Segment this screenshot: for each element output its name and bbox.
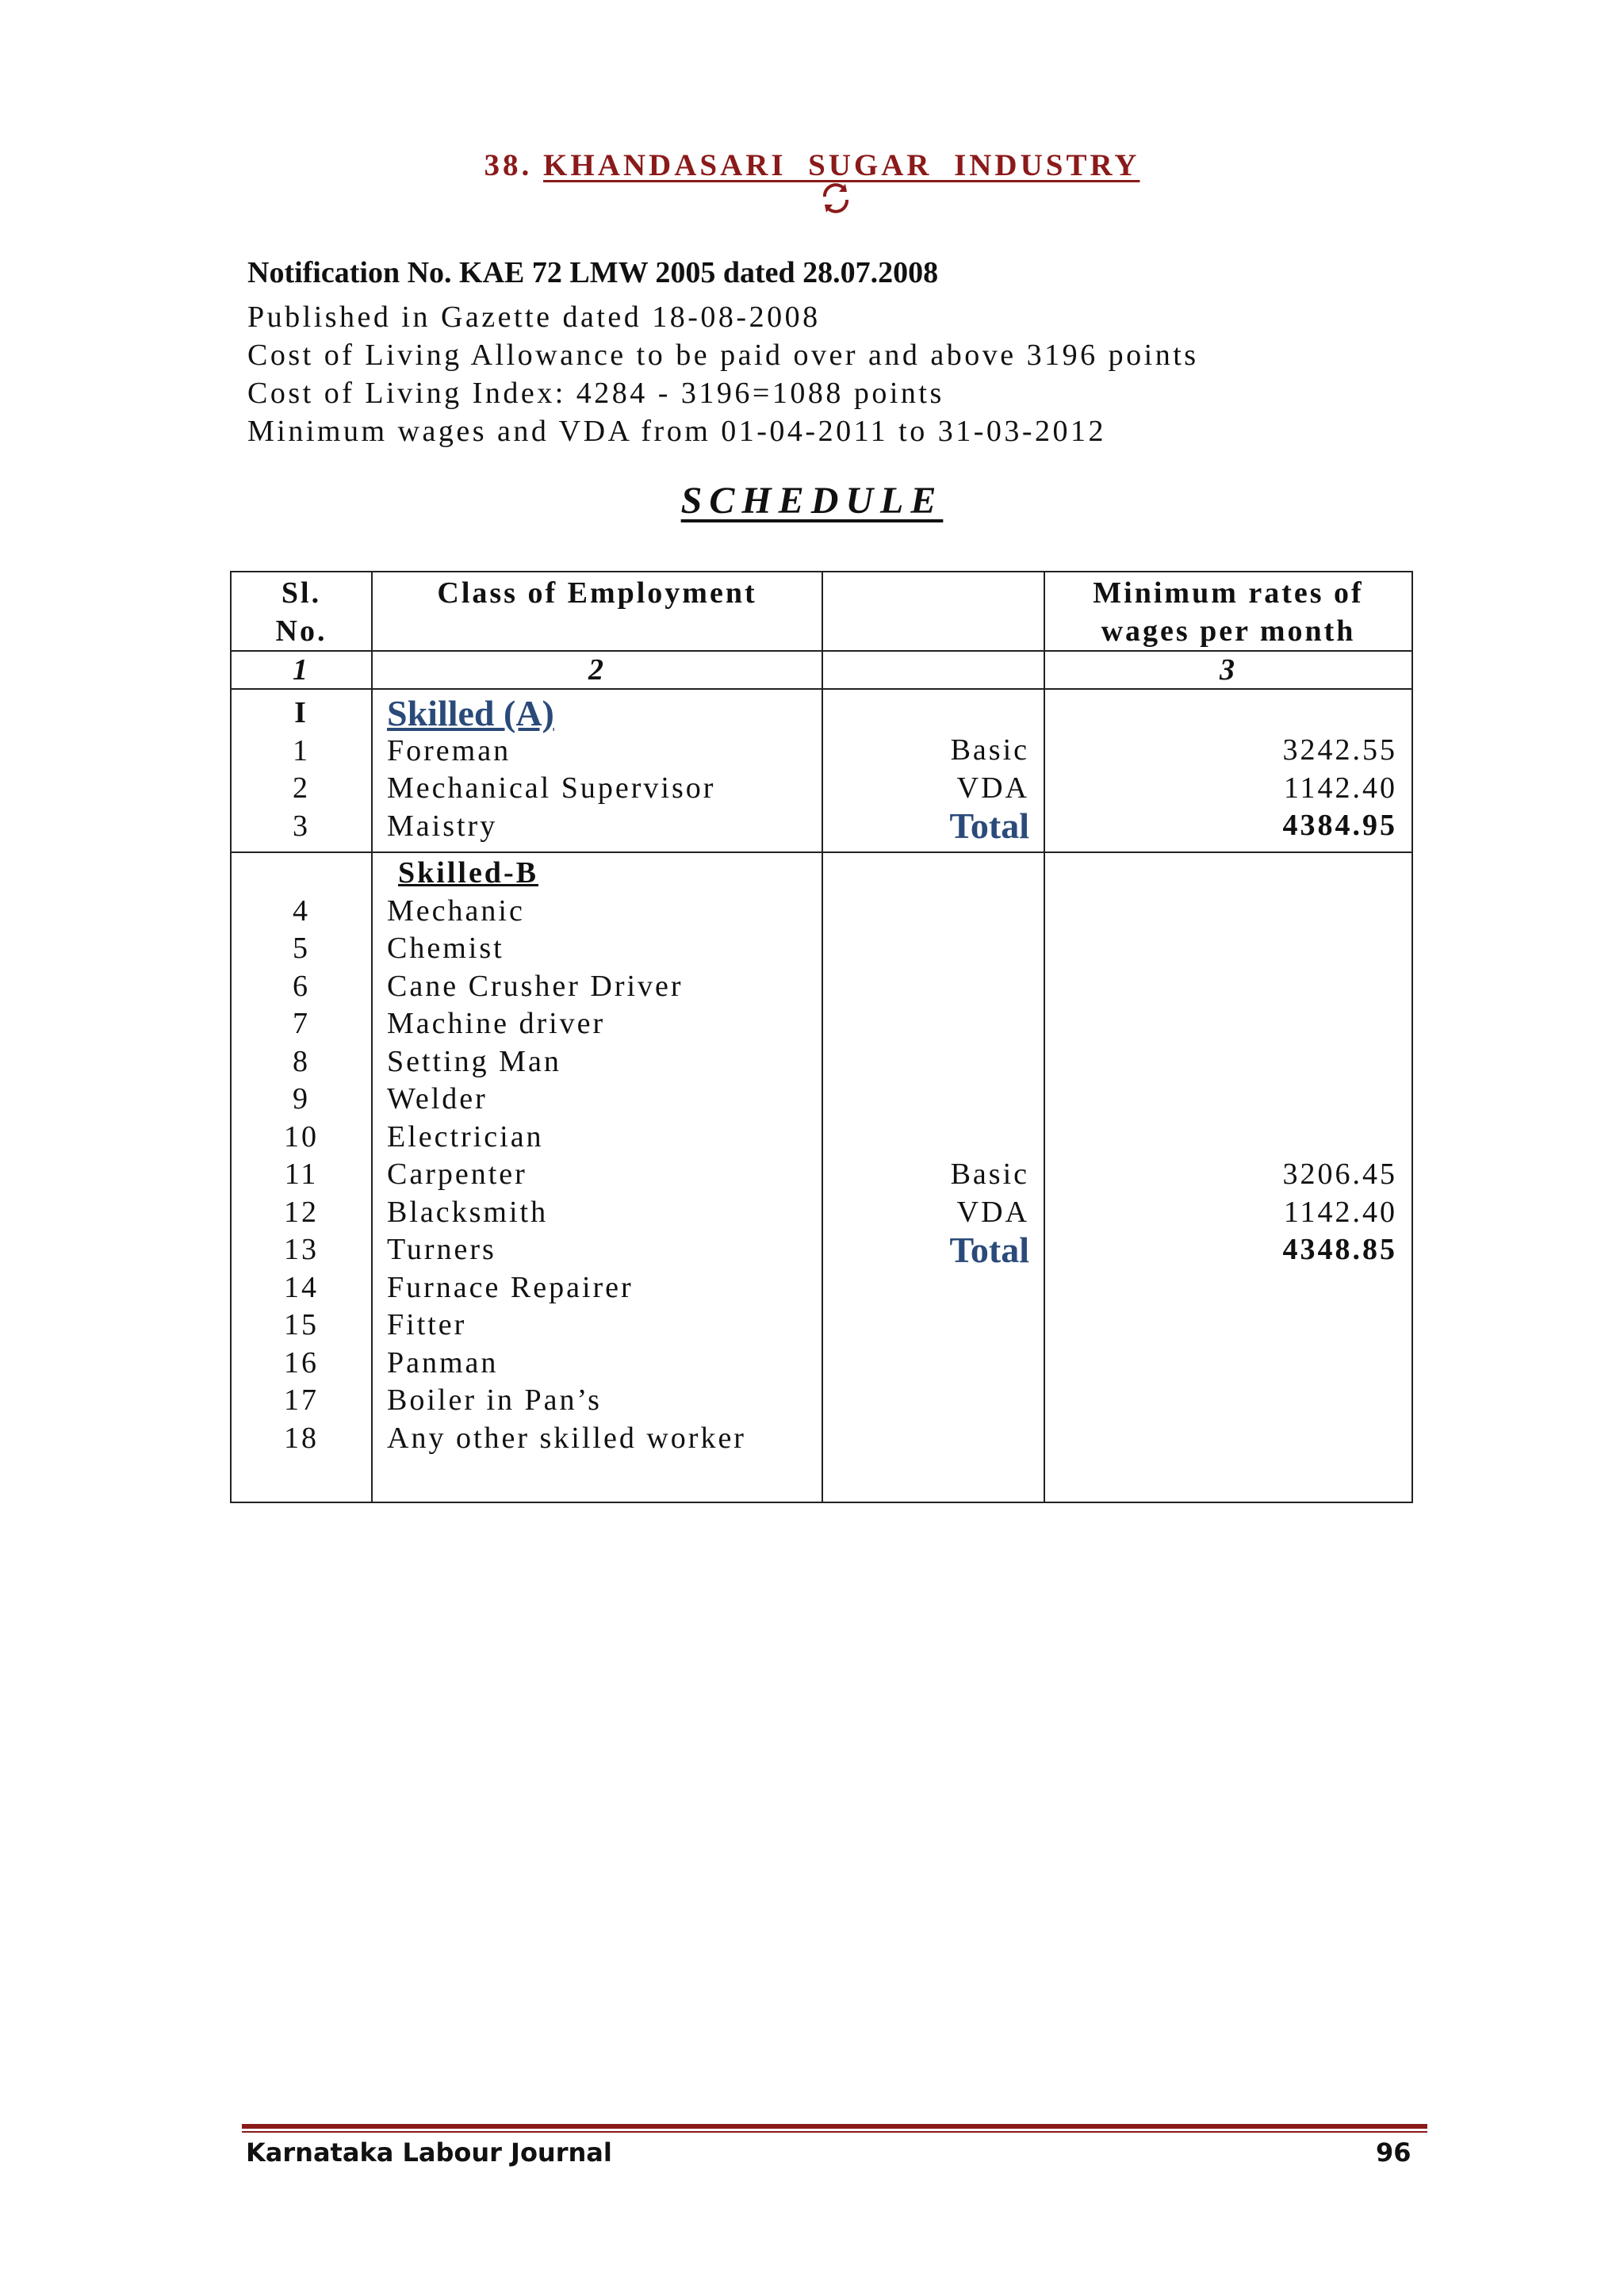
group-a-roman: I <box>294 696 308 729</box>
group-b-item-sl-no: 12 <box>284 1195 319 1229</box>
group-a-basic-label: Basic <box>950 733 1029 767</box>
group-b-item-class-name: Any other skilled worker <box>387 1421 746 1455</box>
group-a-item-class-name: Maistry <box>387 809 498 843</box>
group-b-total-label: Total <box>949 1230 1029 1270</box>
group-b-item-sl-no: 18 <box>284 1421 319 1455</box>
col-index-blank <box>822 651 1044 689</box>
group-b-item-sl-no: 4 <box>293 894 310 928</box>
swirl-ornament-icon <box>817 179 855 217</box>
group-a-item-sl-no: 2 <box>293 771 310 805</box>
col-index-1: 1 <box>231 651 372 689</box>
group-b-item-sl-no: 10 <box>284 1119 319 1154</box>
group-b-item-sl-no: 7 <box>293 1007 310 1040</box>
col-index-3: 3 <box>1044 651 1412 689</box>
group-b-item-sl-no: 9 <box>293 1082 310 1115</box>
group-b-item-sl-no: 13 <box>284 1233 319 1266</box>
footer-journal-name: Karnataka Labour Journal <box>246 2137 612 2168</box>
header-blank <box>822 572 1044 651</box>
footer-rule <box>242 2124 1427 2129</box>
header-class-of-employment: Class of Employment <box>372 572 822 651</box>
page-number: 96 <box>1376 2137 1411 2168</box>
group-a-item-class-name: Mechanical Supervisor <box>387 771 716 805</box>
group-b-basic-value: 3206.45 <box>1282 1158 1397 1191</box>
section-number: 38. <box>484 148 533 182</box>
schedule-table <box>230 571 1413 1503</box>
wage-period: Minimum wages and VDA from 01-04-2011 to 31-03-2012 <box>247 415 1107 448</box>
group-b-item-sl-no: 6 <box>293 969 310 1003</box>
col-index-2: 2 <box>372 651 822 689</box>
group-a-classes <box>372 689 822 852</box>
group-b-labels <box>822 852 1044 1502</box>
group-b-item-sl-no: 15 <box>284 1308 319 1341</box>
group-b-item-class-name: Electrician <box>387 1119 544 1154</box>
group-b-values <box>1044 852 1412 1502</box>
group-b-item-class-name: Chemist <box>387 932 504 965</box>
group-b-item-class-name: Welder <box>387 1082 488 1115</box>
group-b-item-class-name: Fitter <box>387 1308 467 1341</box>
header-sl-no: Sl. No. <box>231 572 372 651</box>
group-b-basic-label: Basic <box>950 1158 1029 1191</box>
table-header-row <box>231 572 1412 651</box>
group-b-numbers <box>231 852 372 1502</box>
group-b-item-class-name: Blacksmith <box>387 1195 549 1229</box>
notification-number: Notification No. KAE 72 LMW 2005 dated 28.07.2008 <box>247 256 939 289</box>
group-b-item-sl-no: 8 <box>293 1044 310 1078</box>
group-a-vda-label: VDA <box>956 771 1029 805</box>
group-b-vda-value: 1142.40 <box>1283 1195 1397 1229</box>
group-b-item-class-name: Carpenter <box>387 1158 527 1191</box>
group-a-values <box>1044 689 1412 852</box>
group-a-item-class-name: Foreman <box>387 733 511 767</box>
column-index-row <box>231 651 1412 689</box>
group-a-item-sl-no: 3 <box>293 809 310 843</box>
section-title <box>0 147 1624 183</box>
gazette-date: Published in Gazette dated 18-08-2008 <box>247 300 821 334</box>
group-a-labels <box>822 689 1044 852</box>
group-a-item-sl-no: 1 <box>293 733 310 767</box>
group-b-item-class-name: Turners <box>387 1233 496 1266</box>
section-title-text: KHANDASARI SUGAR INDUSTRY <box>543 148 1140 182</box>
group-a-basic-value: 3242.55 <box>1282 733 1397 767</box>
group-b-item-class-name: Boiler in Pan’s <box>387 1383 602 1417</box>
group-b-title: Skilled-B <box>398 856 538 890</box>
group-b-item-class-name: Cane Crusher Driver <box>387 969 684 1003</box>
group-b-item-sl-no: 5 <box>293 932 310 965</box>
group-b-item-class-name: Setting Man <box>387 1044 561 1078</box>
group-b-item-sl-no: 11 <box>284 1158 319 1191</box>
group-b-item-class-name: Panman <box>387 1345 499 1380</box>
group-b-item-class-name: Machine driver <box>387 1007 606 1040</box>
group-a-row <box>231 689 1412 852</box>
group-a-numbers <box>231 689 372 852</box>
group-b-item-sl-no: 16 <box>284 1345 319 1380</box>
group-b-total-value: 4348.85 <box>1282 1233 1397 1266</box>
group-b-item-class-name: Furnace Repairer <box>387 1270 634 1304</box>
cola-note: Cost of Living Allowance to be paid over and above 3196 points <box>247 339 1199 372</box>
group-a-title: Skilled (A) <box>387 693 554 733</box>
group-b-item-class-name: Mechanic <box>387 894 525 928</box>
cost-of-living-index: Cost of Living Index: 4284 - 3196=1088 points <box>247 377 944 410</box>
group-b-item-sl-no: 14 <box>284 1270 319 1304</box>
group-a-total-value: 4384.95 <box>1282 809 1397 842</box>
group-a-total-label: Total <box>949 806 1029 846</box>
group-b-classes <box>372 852 822 1502</box>
group-b-item-sl-no: 17 <box>284 1383 319 1417</box>
group-a-vda-value: 1142.40 <box>1283 771 1397 805</box>
group-b-row <box>231 852 1412 1502</box>
schedule-heading: SCHEDULE <box>680 480 944 522</box>
group-b-vda-label: VDA <box>956 1195 1029 1229</box>
footer-rule-thin <box>242 2131 1427 2133</box>
header-minimum-rates: Minimum rates of wages per month <box>1044 572 1412 651</box>
